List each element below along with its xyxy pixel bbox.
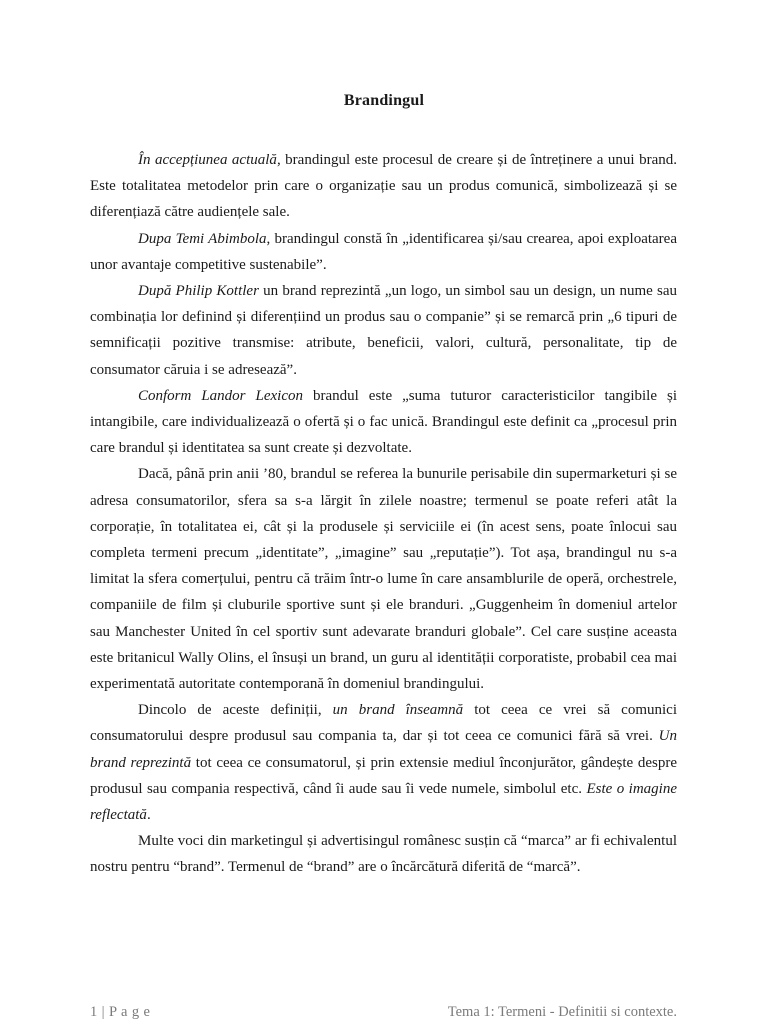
document-title: Brandingul: [343, 92, 425, 109]
text-run: un brand reprezintă „un logo, un simbol sau un design, un nume sau combinația lor definind și diferențiind un produs sau o companie” și se remarcă prin „6 tipuri de semnificații pozitive transmise: atribute, beneficii, valori, cultură, personalitate, tip de consumator căruia i se adresează”.: [90, 283, 677, 378]
italic-text-run: În accepțiunea actuală: [138, 152, 277, 168]
text-run: Dacă, până prin anii ’80, brandul se referea la bunurile perisabile din supermarketuri și se adresa consumatorilor, sfera sa s-a lărgit în zilele noastre; termenul se poate referi atât la corporație, în totalitatea ei, cât și la produsele și serviciile ei (în acest sens, poate înlocui sau completa termeni precum „identitate”, „imagine” sau „reputație”). Tot așa, brandingul nu s-a limitat la sfera comerțului, pentru că trăim într-o lume în care ansamblurile de operă, orchestrele, companiile de film și cluburile sportive sunt și ele branduri. „Guggenheim în domeniul artelor sau Manchester United în cel sportiv sunt adevarate branduri globale”. Cel care susține aceasta este britanicul Wally Olins, el însuși un brand, un guru al identității corporatiste, probabil cea mai experimentată autoritate contemporană în domeniul brandingului.: [90, 466, 677, 693]
italic-text-run: După Philip Kottler: [138, 283, 259, 300]
text-run: Dincolo de aceste definiții,: [138, 702, 333, 719]
paragraph: [90, 147, 677, 226]
italic-text-run: Un brand reprezintă: [90, 728, 677, 771]
paragraph: [90, 383, 677, 462]
italic-text-run: Este o imagine reflectată: [90, 780, 678, 824]
paragraph: [90, 828, 677, 880]
italic-text-run: un brand înseamnă: [332, 702, 464, 719]
text-run: , brandingul constă în „identificarea și/sau crearea, apoi exploatarea unor avantaje competitive sustenabile”.: [90, 230, 677, 273]
document-body: [90, 147, 677, 881]
page-footer: [90, 1004, 677, 1024]
chapter-title: Tema 1: Termeni - Definitii si contexte.: [447, 1004, 677, 1020]
italic-text-run: Dupa Temi Abimbola: [138, 230, 267, 247]
page-number: 1 | P a g e: [90, 1004, 151, 1020]
paragraph: [90, 278, 677, 383]
paragraph: [90, 226, 677, 278]
paragraph: [90, 461, 677, 697]
paragraph: [90, 697, 677, 828]
text-run: , brandingul este procesul de creare și de întreținere a unui brand. Este totalitatea metodelor prin care o organizație sau un produs comunică, simbolizează și se diferențiază către audiențele sale.: [90, 152, 677, 221]
text-run: tot ceea ce vrei să comunici consumatorului despre produsul sau compania ta, dar și tot ceea ce comunici fără să vrei.: [90, 702, 677, 745]
italic-text-run: Conform Landor Lexicon: [138, 387, 303, 404]
text-run: tot ceea ce consumatorul, și prin extensie mediul înconjurător, gândește despre produsul sau compania respectivă, când îi aude sau îi vede numele, simbolul etc.: [90, 754, 677, 797]
text-run: .: [146, 807, 151, 824]
text-run: Multe voci din marketingul și advertisingul românesc susțin că “marca” ar fi echivalentul nostru pentru “brand”. Termenul de “brand” are o încărcătură diferită de “marcă”.: [90, 833, 677, 876]
text-run: brandul este „suma tuturor caracteristicilor tangibile și intangibile, care individualizează o ofertă și o fac unică. Brandingul este definit ca „procesul prin care brandul și identitatea sa sunt create și dezvoltate.: [90, 387, 677, 457]
